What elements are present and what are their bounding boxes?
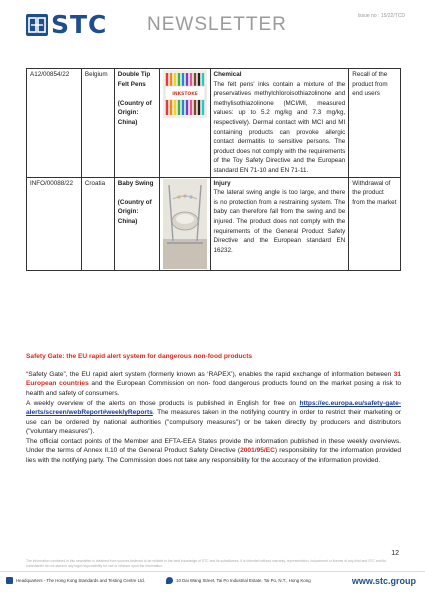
product-photo-cell [159,69,210,178]
alert-country: Croatia [81,177,114,270]
newsletter-title: NEWSLETTER [147,14,287,35]
highlight-countries: 31 European countries [26,371,401,388]
risk-title: Injury [213,179,231,187]
location-pin-icon [166,577,173,584]
footer-address: 10 Dai Wang Street, Tai Po Industrial Estate, Tai Po, N.T., Hong Kong [176,578,311,583]
footer-headquarters: Headquarters - The Hong Kong Standards and Testing Centre Ltd. [16,578,145,583]
risk-description: The lateral swing angle is too large, and there is no protection from a restraining system. The baby can therefore fall from the swing and be injured. The product does not comply with the requirements of the General Product Safety Directive and the European standard EN 16232. [213,189,346,254]
page-footer [6,576,420,592]
origin-label: (Country of Origin: [117,198,152,216]
alert-measure: Recall of the product from end users [349,69,401,178]
alert-product: Double Tip Felt Pens (Country of Origin: China) [114,69,159,178]
safety-gate-paragraph-3: The official contact points of the Member and EFTA-EEA States provide the information published in these weekly overviews. Under the terms of Annex II.10 of the General Product Safety Directive (2001/95/EC) responsibility for the information provided lies with the notifying party. The Commission does not take any responsibility for the accuracy of the information provided. [26,438,401,464]
alert-risk [210,177,349,270]
alert-country: Belgium [81,69,114,178]
alert-ref: A12/00854/22 [27,69,82,178]
footer-website-link[interactable]: www.stc.group [351,576,416,586]
page-number: 12 [391,550,399,557]
origin-value: China [117,118,136,126]
product-name: Double Tip Felt Pens [117,71,151,88]
alerts-table [26,68,401,271]
alert-measure: Withdrawal of the product from the market [349,177,401,270]
product-photo-cell [159,177,210,270]
origin-value: China [117,217,136,225]
weekly-report-link[interactable]: https://ec.europa.eu/safety-gate-alerts/screen/webReport#weeklyReports [26,400,401,417]
safety-gate-title: Safety Gate: the EU rapid alert system for dangerous non-food products [26,353,253,360]
footer-divider [0,571,425,572]
alert-ref: INFO/00088/22 [27,177,82,270]
safety-gate-paragraph-1: “Safety Gate”, the EU rapid alert system (formerly known as ‘RAPEX’), enables the rapid exchange of information between 31 European countries and the European Commission on non- food dangerous products found on the market posing a risk to health and safety of consumers. [26,371,401,397]
highlight-directive: 2001/95/EC [240,447,275,455]
risk-title: Chemical [213,71,242,78]
pen-package-label: INKSTOKE [171,92,198,97]
baby-swing-photo [163,179,207,269]
alert-risk [210,69,349,178]
alert-product: Baby Swing (Country of Origin: China) [114,177,159,270]
stc-logo-icon [26,14,48,36]
page-header [0,0,425,48]
issue-number: Issue no : 15/22/TCD [357,13,405,19]
table-row [27,177,401,270]
logo-text: STC [51,10,108,39]
origin-label: (Country of Origin: [117,99,152,117]
safety-gate-paragraph-2: A weekly overview of the alerts on those products is published in English for free on https://ec.europa.eu/safety-gate-alerts/screen/webReport#weeklyReports. The measures taken in the notifying country in order to restrict their marketing or use can be ordered by national authorities ("compulsory measures") or be taken directly by producers and distributors ("voluntary measures"). [26,400,401,436]
risk-description: The felt pens' inks contain a mixture of the preservatives methylchloroisothiazolinone and methylisothiazolinone (MCI/MI, measured values: up to 5.2 mg/kg and 7.3 mg/kg, respectively). Dermal contact with MCI and MI containing products can provoke allergic contact dermatitis to sensitive persons. The product does not comply with the requirements of the Toy Safety Directive and the European standard EN 71-10 and EN 71-11. [213,80,346,174]
disclaimer: The information contained in this newsletter is obtained from sources believed to be reliable to the best knowledge of STC and its subsidiaries. It is intended without warranty, representation, inducement or license of any kind and STC and its subsidiaries do not assume any legal responsibility for use or reliance upon the information. [26,559,386,568]
building-icon [6,577,13,584]
felt-pens-photo [163,70,207,118]
table-row [27,69,401,178]
product-name: Baby Swing [117,179,154,187]
